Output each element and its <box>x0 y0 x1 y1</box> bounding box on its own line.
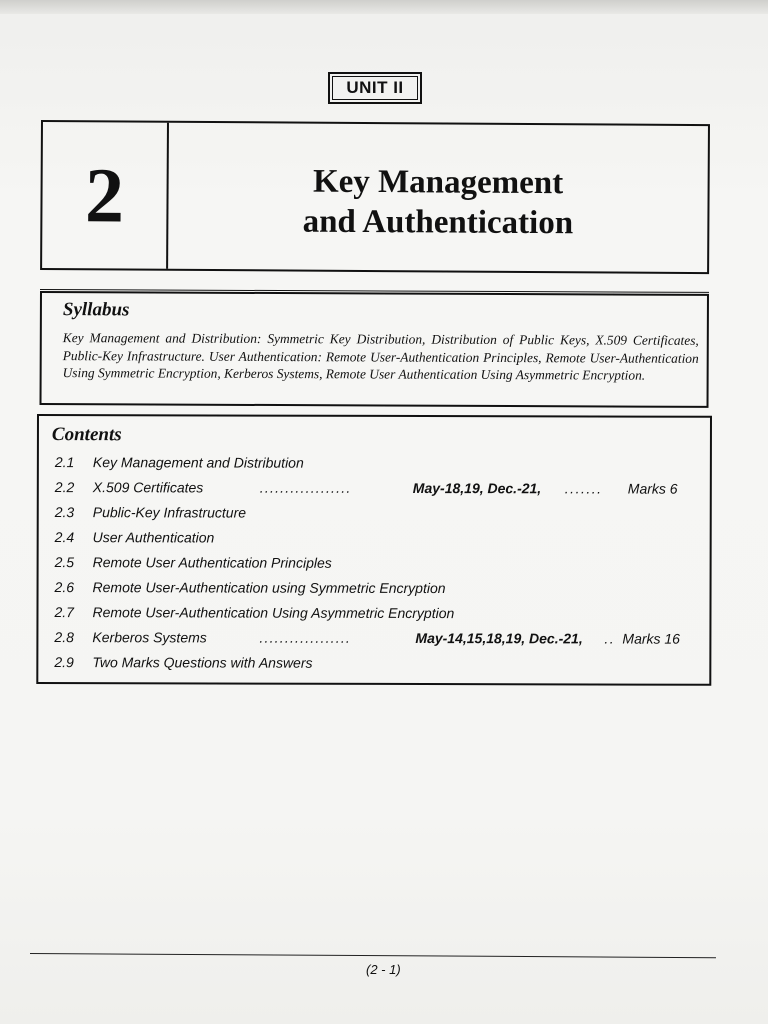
toc-item <box>55 527 695 549</box>
toc-item-title: Two Marks Questions with Answers <box>92 654 313 671</box>
toc-item-title: Remote User Authentication Principles <box>92 554 332 571</box>
chapter-number: 2 <box>84 151 125 239</box>
toc-item-number: 2.5 <box>54 554 75 571</box>
toc-item-title: Remote User-Authentication using Symmetric Encryption <box>92 579 446 597</box>
toc-leader-dots: .................. <box>259 479 352 496</box>
toc-item <box>55 477 695 499</box>
footer-rule <box>30 953 716 958</box>
toc-exam-sessions: May-14,15,18,19, Dec.-21, <box>415 629 583 647</box>
toc-item-title: Key Management and Distribution <box>92 454 304 471</box>
toc-item-title: Public-Key Infrastructure <box>92 504 247 521</box>
toc-item-number: 2.1 <box>54 454 75 471</box>
toc-leader-dots: .. <box>604 630 616 647</box>
chapter-title-line-1: Key Management <box>312 163 564 202</box>
chapter-title-line-2: and Authentication <box>302 203 574 242</box>
toc-marks: Marks 16 <box>622 630 681 647</box>
toc-item <box>54 602 694 624</box>
chapter-header <box>40 120 710 274</box>
syllabus-section <box>40 291 709 408</box>
toc-item-title: Remote User-Authentication Using Asymmetric Encryption <box>92 604 455 622</box>
toc-leader-dots: ....... <box>564 480 603 497</box>
toc-item-number: 2.7 <box>54 604 74 621</box>
toc-item-number: 2.6 <box>54 579 75 596</box>
chapter-title <box>168 161 707 244</box>
toc-item-title: User Authentication <box>92 529 215 546</box>
toc-item-title: X.509 Certificates <box>92 479 204 496</box>
toc-item <box>55 502 695 524</box>
toc-item <box>54 627 694 649</box>
toc-item-title: Kerberos Systems <box>92 629 207 646</box>
page-number: (2 - 1) <box>366 962 401 977</box>
toc-leader-dots: .................. <box>259 629 352 646</box>
contents-section <box>36 414 712 686</box>
contents-heading: Contents <box>51 424 122 446</box>
toc-marks: Marks 6 <box>627 480 678 497</box>
toc-item <box>55 577 695 599</box>
toc-item-number: 2.2 <box>54 479 75 496</box>
toc-item-number: 2.8 <box>54 629 74 646</box>
toc-item-number: 2.4 <box>54 529 75 546</box>
toc-item <box>55 552 695 574</box>
unit-label: UNIT II <box>346 78 404 97</box>
toc-item-number: 2.3 <box>54 504 75 521</box>
toc-exam-sessions: May-18,19, Dec.-21, <box>412 479 542 497</box>
toc-item <box>55 452 695 474</box>
toc-item-number: 2.9 <box>54 654 74 671</box>
toc-item <box>54 652 694 674</box>
page-top-edge <box>0 0 768 14</box>
syllabus-text: Key Management and Distribution: Symmetric Key Distribution, Distribution of Public Keys, X.509 Certificates, Public-Key Infrastructure. User Authentication: Remote User-Authentication Principles, Remote User-Authentication Using Symmetric Encryption, Kerberos Systems, Remote User Authentication Using Asymmetric Encryption. <box>62 330 699 383</box>
syllabus-heading: Syllabus <box>62 299 130 321</box>
unit-label-box <box>328 72 422 104</box>
